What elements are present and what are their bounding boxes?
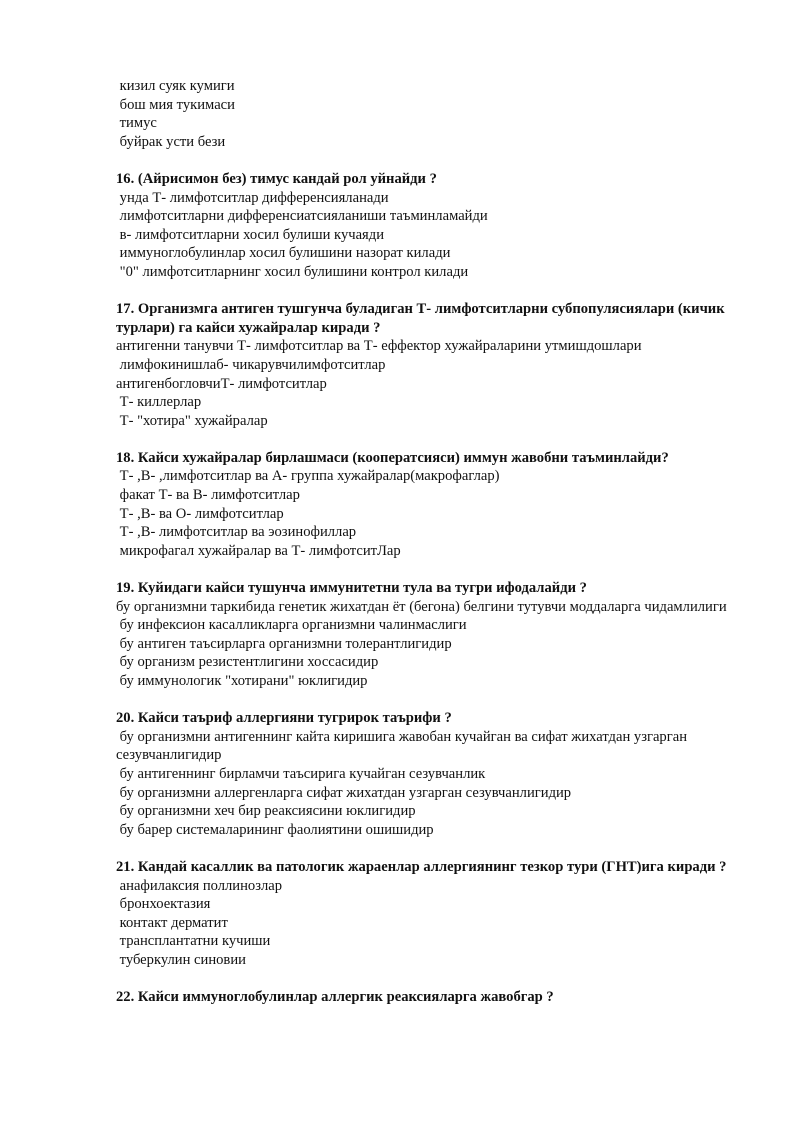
answer-option: Т- ,В- ,лимфотситлар ва А- группа хужайралар(макрофаглар) (116, 468, 500, 485)
intro-answer-list (116, 77, 746, 151)
question-title: 18. Кайси хужайралар бирлашмаси (кооператсияси) иммун жавобни таъминлайди? (116, 449, 669, 466)
answer-option: микрофагал хужайралар ва Т- лимфотситЛар (116, 542, 401, 559)
question-18 (116, 449, 746, 561)
answer-option: бу организмни аллергенларга сифат жихатдан узгарган сезувчанлигидир (116, 784, 572, 801)
answer-option: кизил суяк кумиги (116, 78, 235, 94)
answer-option: "0" лимфотситларнинг хосил булишини контрол килади (116, 263, 469, 280)
answer-option: анафилаксия поллинозлар (116, 877, 283, 894)
answer-option: бронхоектазия (116, 896, 211, 913)
question-19 (116, 579, 746, 691)
answer-option: бу барер системаларининг фаолиятини ошишидир (116, 821, 434, 838)
answer-option: Т- ,В- лимфотситлар ва эозинофиллар (116, 524, 357, 541)
question-21 (116, 858, 746, 970)
question-17 (116, 300, 746, 430)
question-title: 20. Кайси таъриф аллергияни тугрирок таърифи ? (116, 710, 452, 727)
answer-option: трансплантатни кучиши (116, 933, 271, 950)
question-title: 21. Кандай касаллик ва патологик жараенлар аллергиянинг тезкор тури (ГНТ)ига киради ? (116, 858, 727, 875)
question-20 (116, 709, 746, 839)
answer-option: антигенбогловчиТ- лимфотситлар (116, 375, 327, 392)
document-page (116, 77, 746, 1007)
answer-option: буйрак усти бези (116, 133, 226, 150)
question-16 (116, 170, 746, 282)
question-title: 16. (Айрисимон без) тимус кандай рол уйнайди ? (116, 170, 437, 187)
question-22 (116, 988, 746, 1007)
answer-option: факат Т- ва В- лимфотситлар (116, 487, 300, 504)
answer-option: иммуноглобулинлар хосил булишини назорат килади (116, 245, 451, 262)
answer-option: бу организм резистентлигини хоссасидир (116, 654, 379, 671)
answer-option: Т- киллерлар (116, 394, 202, 411)
question-title: 17. Организмга антиген тушгунча буладиган Т- лимфотситларни субпопулясиялари (кичик турлари) га кайси хужайралар киради ? (116, 301, 725, 336)
answer-option: бу инфексион касалликларга организмни чалинмаслиги (116, 617, 467, 634)
answer-option: тимус (116, 115, 157, 132)
answer-option: бу организмни антигеннинг кайта киришига жавобан кучайган ва сифат жихатдан узгарган сезувчанлигидир (116, 728, 691, 764)
answer-option: бу организмни хеч бир реаксиясини юклигидир (116, 803, 416, 820)
question-title: 19. Куйидаги кайси тушунча иммунитетни тула ва тугри ифодалайди ? (116, 580, 587, 597)
answer-option: в- лимфотситларни хосил булиши кучаяди (116, 226, 385, 243)
answer-option: унда Т- лимфотситлар дифференсияланади (116, 189, 389, 206)
answer-option: бу антиген таъсирларга организмни толерантлигидир (116, 635, 452, 652)
answer-option: Т- ,В- ва О- лимфотситлар (116, 505, 284, 522)
answer-option: Т- "хотира" хужайралар (116, 412, 268, 429)
question-title: 22. Кайси иммуноглобулинлар аллергик реаксияларга жавобгар ? (116, 989, 554, 1006)
answer-option: бу антигеннинг бирламчи таъсирига кучайган сезувчанлик (116, 765, 486, 782)
answer-option: контакт дерматит (116, 914, 228, 931)
answer-option: лимфокинишлаб- чикарувчилимфотситлар (116, 356, 386, 373)
answer-option: туберкулин синовии (116, 951, 246, 968)
answer-option: бу иммунологик "хотирани" юклигидир (116, 673, 368, 689)
answer-option: лимфотситларни дифференсиатсияланиши таъминламайди (116, 208, 488, 225)
answer-option: бош мия тукимаси (116, 96, 235, 113)
answer-option: бу организмни таркибида генетик жихатдан ёт (бегона) белгини тутувчи моддаларга чидамлилиги (116, 598, 727, 615)
answer-option: антигенни танувчи Т- лимфотситлар ва Т- еффектор хужайраларини утмишдошлари (116, 338, 642, 355)
